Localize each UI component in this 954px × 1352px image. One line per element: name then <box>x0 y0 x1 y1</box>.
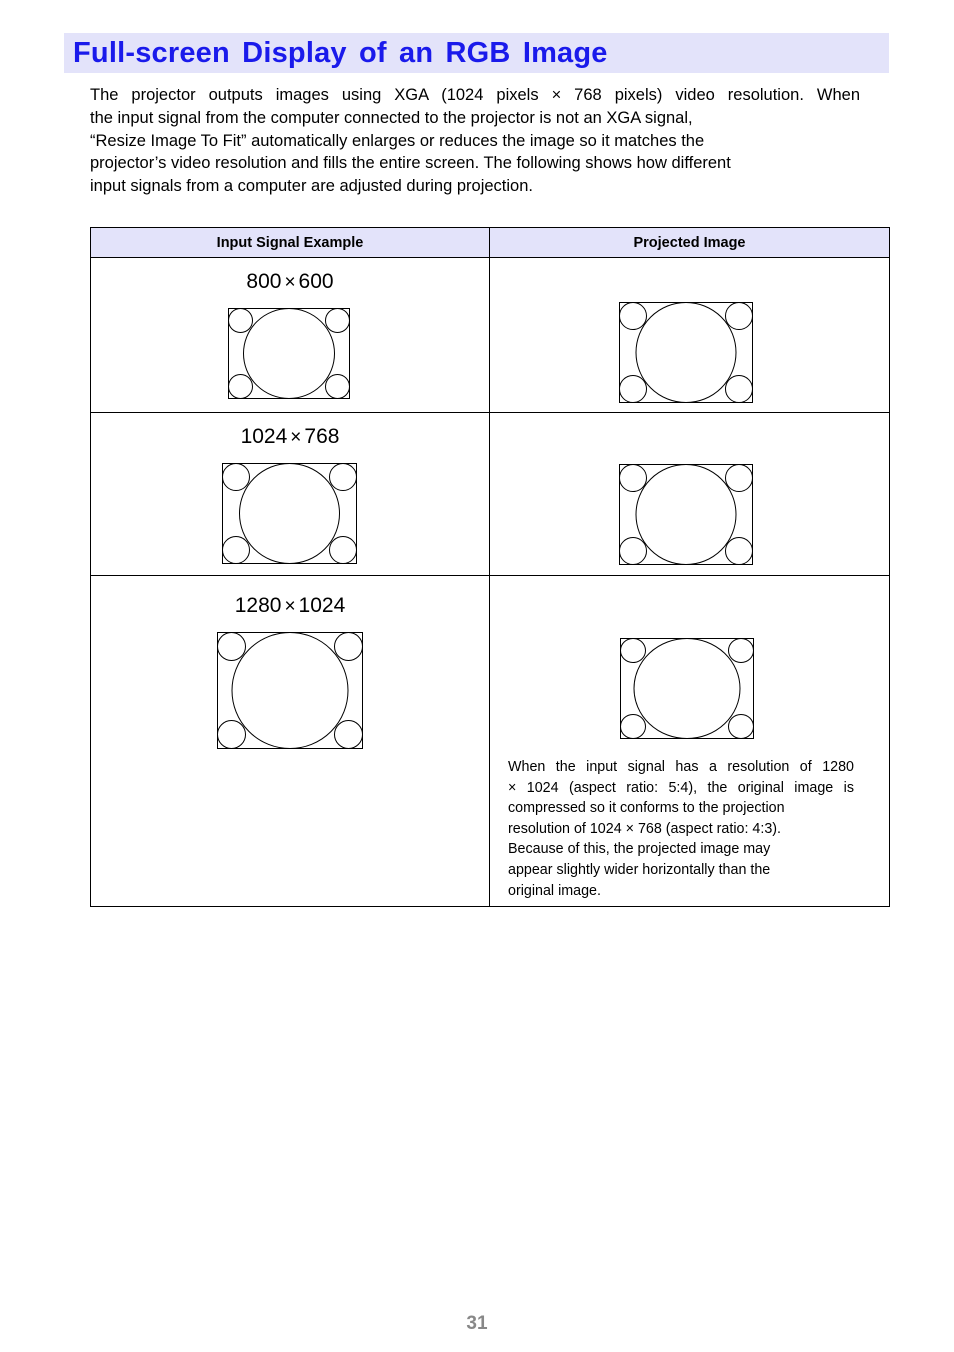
projected-cell <box>490 413 890 576</box>
input-screen-illustration <box>222 463 358 565</box>
projected-screen-illustration <box>619 302 754 404</box>
projected-cell <box>490 258 890 413</box>
title-bar <box>64 33 889 73</box>
projected-cell <box>490 576 890 907</box>
intro-line: input signals from a computer are adjusted during projection. <box>90 177 533 196</box>
input-cell <box>91 576 490 907</box>
intro-line: projector’s video resolution and fills the entire screen. The following shows how different <box>90 154 731 173</box>
resolution-label: 1024 × 768 <box>240 425 340 448</box>
intro-paragraph <box>90 84 860 198</box>
resolution-label: 800 × 600 <box>246 270 334 293</box>
resolution-label: 1280 × 1024 <box>234 594 346 617</box>
header-projected-image: Projected Image <box>490 228 890 258</box>
aspect-ratio-note: When the input signal has a resolution of 1280 × 1024 (aspect ratio: 5:4), the original image is compressed so it conforms to the projection resolution of 1024 × 768 (aspect ratio: 4:3). Because of this, the projected image may appear slightly wider horizontally than the original image. <box>508 759 854 899</box>
input-screen-illustration <box>217 632 364 750</box>
intro-line: the input signal from the computer connected to the projector is not an XGA signal, <box>90 108 693 127</box>
header-input-signal: Input Signal Example <box>91 228 490 258</box>
input-screen-illustration <box>228 308 351 400</box>
page-number: 31 <box>466 1313 488 1334</box>
page-title: Full-screen Display of an RGB Image <box>73 37 608 69</box>
input-cell <box>91 258 490 413</box>
input-cell <box>91 413 490 576</box>
intro-line: The projector outputs images using XGA (1024 pixels × 768 pixels) video resolution. When <box>90 86 860 104</box>
intro-line: “Resize Image To Fit” automatically enlarges or reduces the image so it matches the <box>90 131 705 150</box>
projected-screen-illustration <box>619 464 754 566</box>
signal-table <box>90 227 890 907</box>
projected-screen-illustration <box>620 638 755 740</box>
